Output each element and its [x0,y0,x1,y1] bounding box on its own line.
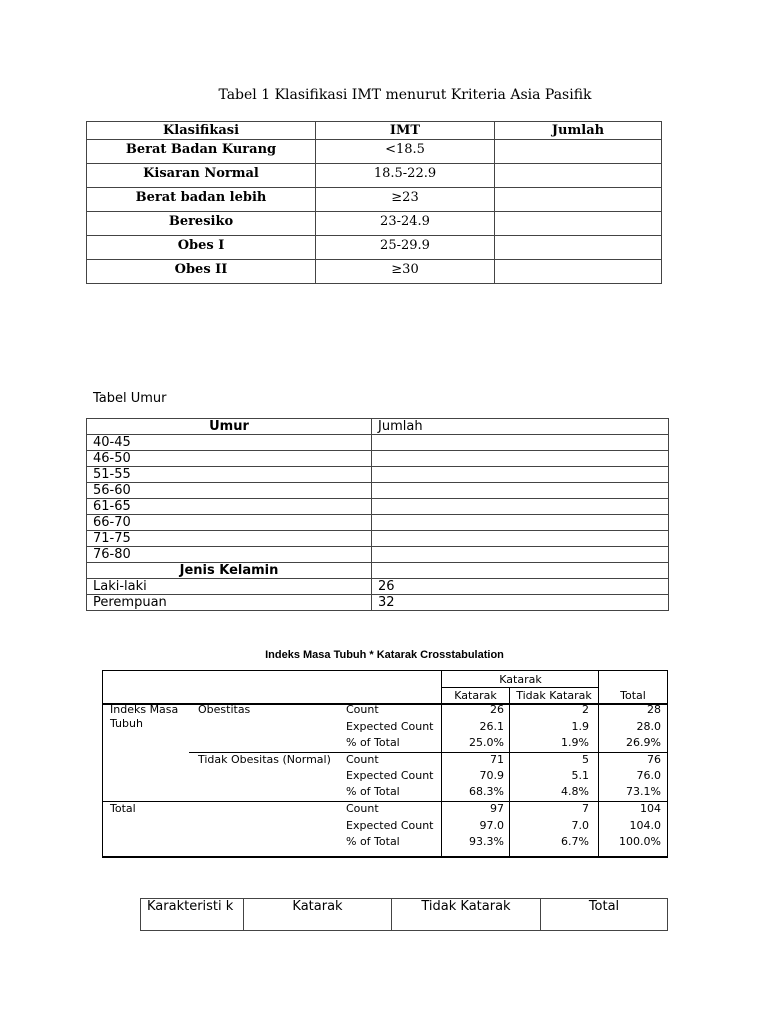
stat-label: % of Total [346,835,400,848]
header-klasifikasi: Klasifikasi [87,122,316,140]
cell-jumlah: 32 [372,595,669,611]
header-total: Total [620,689,646,702]
cell-imt: ≥30 [316,260,495,284]
row-variable-label: Tubuh [110,717,143,730]
cell-gender: Laki-laki [87,579,372,595]
total-label: Total [110,802,136,815]
cell-umur: 46-50 [87,451,372,467]
header-jenis-kelamin: Jenis Kelamin [87,563,372,579]
table-row [87,435,669,451]
cell-jumlah [372,499,669,515]
cell-umur: 76-80 [87,547,372,563]
cell-value: 97 [490,802,504,815]
karakteristik-table [140,898,668,931]
cell-klasifikasi: Obes I [87,236,316,260]
cell-jumlah [372,483,669,499]
stat-label: Count [346,753,379,766]
cell-value: 6.7% [561,835,589,848]
cell-umur: 56-60 [87,483,372,499]
cell-value: 5.1 [571,769,589,782]
table-row [87,515,669,531]
cell-jumlah [372,435,669,451]
cell-gender: Perempuan [87,595,372,611]
table-header-row [87,563,669,579]
cell-umur: 61-65 [87,499,372,515]
age-table [86,418,669,611]
cell-klasifikasi: Berat Badan Kurang [87,140,316,164]
imt-classification-table [86,121,662,284]
cell-value: 26.9% [626,736,661,749]
table-row [87,499,669,515]
cell-value: 104.0 [629,819,661,832]
cell-value: 1.9 [571,720,589,733]
stat-label: Count [346,802,379,815]
cell-value: 68.3% [469,785,504,798]
cell-imt: ≥23 [316,188,495,212]
cell-jumlah [372,515,669,531]
table-row [87,531,669,547]
cell-jumlah [495,164,662,188]
cell-klasifikasi: Beresiko [87,212,316,236]
cell-value: 70.9 [479,769,504,782]
cell-imt: 23-24.9 [316,212,495,236]
table-row [87,483,669,499]
header-jumlah: Jumlah [372,419,669,435]
cell-empty [372,563,669,579]
cell-value: 104 [640,802,661,815]
stat-label: Count [346,703,379,716]
crosstab-title: Indeks Masa Tubuh * Katarak Crosstabulation [265,649,504,661]
cell-jumlah [495,188,662,212]
cell-imt: <18.5 [316,140,495,164]
table-row [87,260,662,284]
cell-jumlah [495,260,662,284]
category-normal: Tidak Obesitas (Normal) [198,753,331,766]
stat-label: Expected Count [346,819,434,832]
cell-jumlah [372,467,669,483]
table-header-row [87,419,669,435]
cell-value: 97.0 [479,819,504,832]
cell-umur: 40-45 [87,435,372,451]
cell-value: 93.3% [469,835,504,848]
table-row [87,579,669,595]
cell-klasifikasi: Kisaran Normal [87,164,316,188]
cell-value: 100.0% [619,835,661,848]
cell-jumlah [495,236,662,260]
stat-label: Expected Count [346,720,434,733]
cell-value: 76 [647,753,661,766]
cell-value: 5 [582,753,589,766]
cell-jumlah [372,531,669,547]
cell-value: 7 [582,802,589,815]
header-jumlah: Jumlah [495,122,662,140]
stat-label: % of Total [346,736,400,749]
table-row [87,595,669,611]
cell-imt: 25-29.9 [316,236,495,260]
table1-title: Tabel 1 Klasifikasi IMT menurut Kriteria Asia Pasifik [218,87,592,103]
header-total: Total [541,899,668,931]
header-umur: Umur [87,419,372,435]
table-header-row [141,899,668,931]
cell-klasifikasi: Obes II [87,260,316,284]
header-karakteristik: Karakteristi k [141,899,244,931]
cell-imt: 18.5-22.9 [316,164,495,188]
header-imt: IMT [316,122,495,140]
crosstab-group-underline [441,687,599,688]
cell-jumlah [495,140,662,164]
cell-value: 4.8% [561,785,589,798]
row-variable-label: Indeks Masa [110,703,179,716]
cell-jumlah [495,212,662,236]
stat-label: % of Total [346,785,400,798]
table-header-row [87,122,662,140]
crosstab-top-border [103,670,668,671]
table-row [87,212,662,236]
table-row [87,236,662,260]
table-umur-title: Tabel Umur [93,391,167,406]
crosstab-right-border [667,670,668,856]
table-row [87,164,662,188]
cell-value: 28 [647,703,661,716]
category-obesitas: Obestitas [198,703,251,716]
header-katarak-group: Katarak [499,673,542,686]
cell-jumlah: 26 [372,579,669,595]
header-tidak-katarak: Tidak Katarak [392,899,541,931]
cell-umur: 51-55 [87,467,372,483]
cell-value: 2 [582,703,589,716]
header-tidak-katarak: Tidak Katarak [516,689,592,702]
cell-value: 25.0% [469,736,504,749]
cell-umur: 66-70 [87,515,372,531]
cell-jumlah [372,547,669,563]
table-row [87,547,669,563]
cell-value: 7.0 [571,819,589,832]
cell-value: 26.1 [479,720,504,733]
cell-value: 26 [490,703,504,716]
cell-value: 28.0 [636,720,661,733]
table-row [87,140,662,164]
table-row [87,467,669,483]
cell-value: 1.9% [561,736,589,749]
cell-umur: 71-75 [87,531,372,547]
cell-jumlah [372,451,669,467]
stat-label: Expected Count [346,769,434,782]
cell-value: 76.0 [636,769,661,782]
table-row [87,451,669,467]
cell-klasifikasi: Berat badan lebih [87,188,316,212]
cell-value: 71 [490,753,504,766]
header-katarak: Katarak [454,689,497,702]
cell-value: 73.1% [626,785,661,798]
table-row [87,188,662,212]
crosstab-table [102,670,668,858]
header-katarak: Katarak [244,899,392,931]
